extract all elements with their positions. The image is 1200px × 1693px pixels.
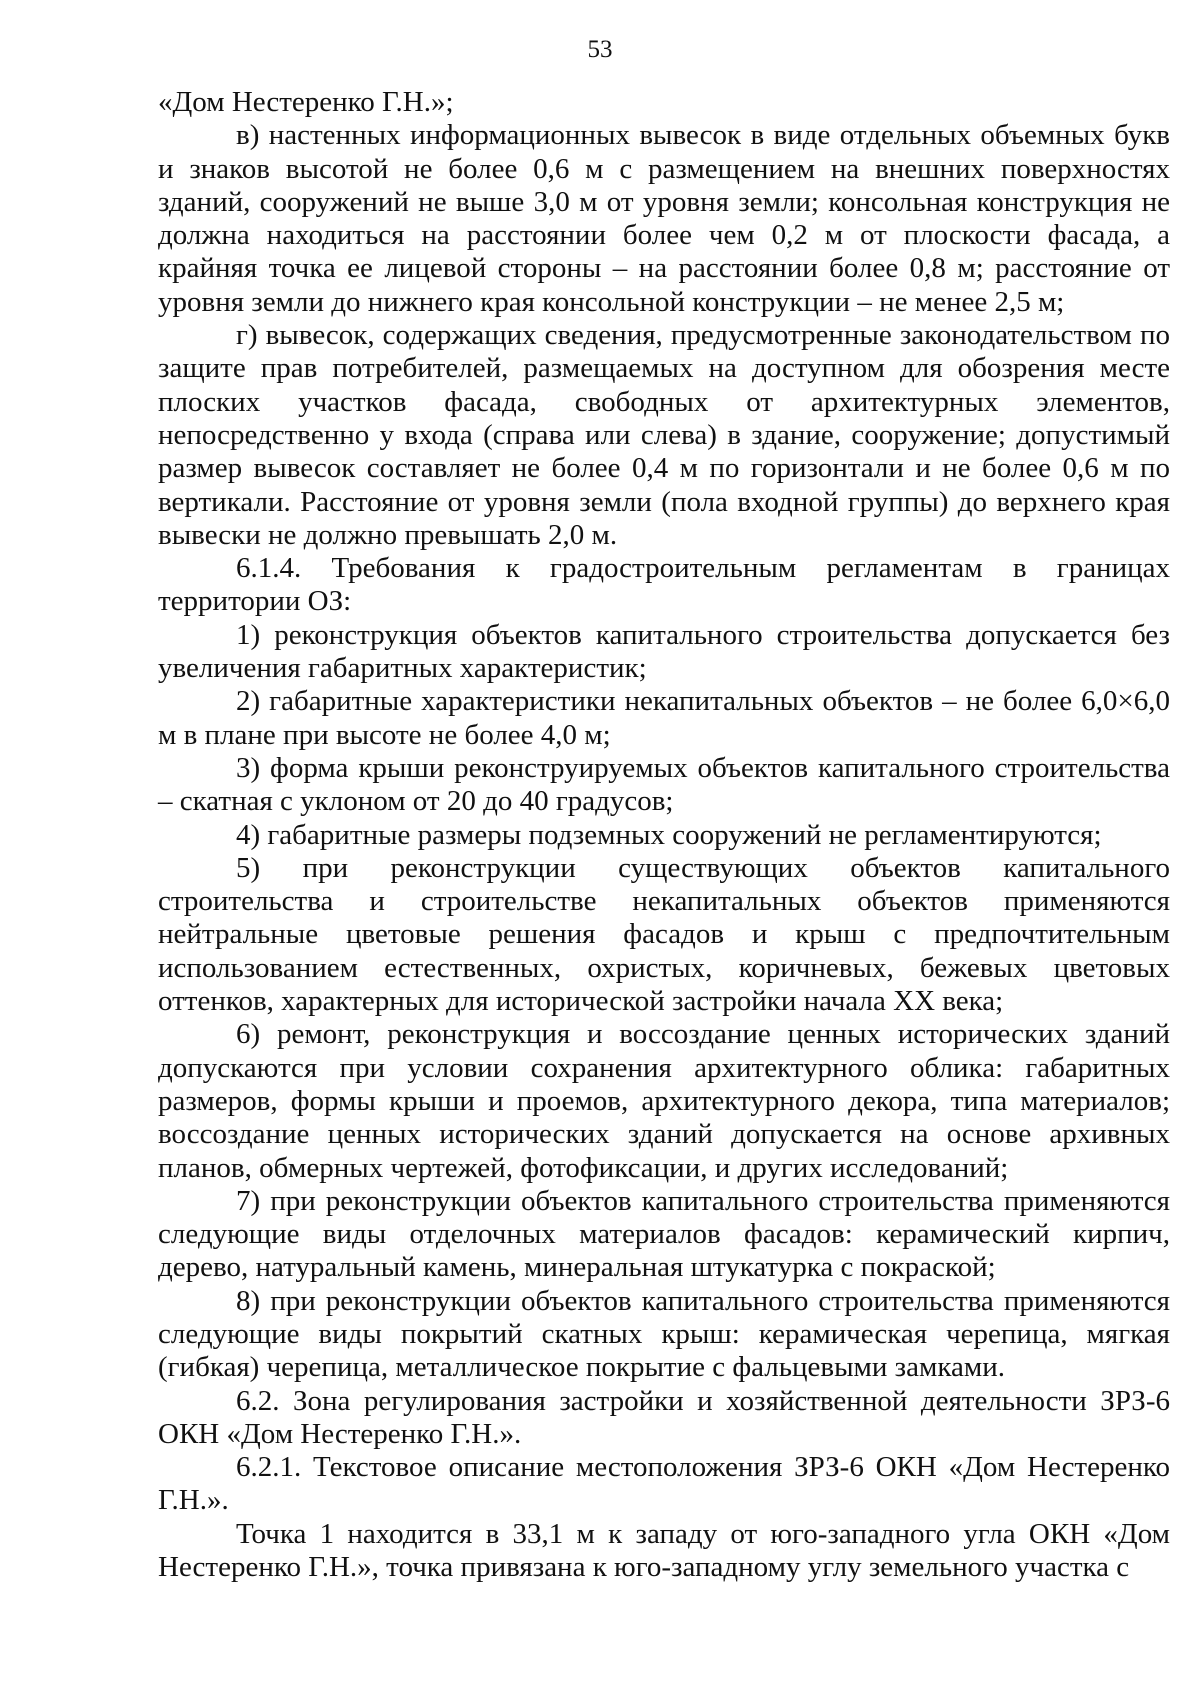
paragraph-item-v: в) настенных информационных вывесок в виде отдельных объемных букв и знаков высотой не более 0,6 м с размещением на внешних поверхностях зданий, сооружений не выше 3,0 м от уровня земли; консольная конструкция не должна находиться на расстоянии более чем 0,2 м от плоскости фасада, а крайняя точка ее лицевой стороны – на расстоянии более 0,8 м; расстояние от уровня земли до нижнего края консольной конструкции – не менее 2,5 м; (158, 119, 1170, 318)
page-number: 53 (587, 36, 613, 63)
paragraph-item-g: г) вывесок, содержащих сведения, предусмотренные законодательством по защите прав потребителей, размещаемых на доступном для обозрения месте плоских участков фасада, свободных от архитектурных элементов, непосредственно у входа (справа или слева) в здание, сооружение; допустимый размер вывесок составляет не более 0,4 м по горизонтали и не более 0,6 м по вертикали. Расстояние от уровня земли (пола входной группы) до верхнего края вывески не должно превышать 2,0 м. (158, 319, 1170, 551)
paragraph-continuation: «Дом Нестеренко Г.Н.»; (158, 86, 454, 118)
paragraph-item-2: 2) габаритные характеристики некапитальных объектов – не более 6,0×6,0 м в плане при высоте не более 4,0 м; (158, 685, 1170, 751)
paragraph-item-4: 4) габаритные размеры подземных сооружений не регламентируются; (236, 818, 1102, 851)
paragraph-item-7: 7) при реконструкции объектов капитального строительства применяются следующие виды отделочных материалов фасадов: керамический кирпич, дерево, натуральный камень, минеральная штукатурка с покраской; (158, 1184, 1170, 1284)
paragraph-point-1: Точка 1 находится в 33,1 м к западу от юго-западного угла ОКН «Дом Нестеренко Г.Н.», точка привязана к юго-западному углу земельного участка с (158, 1517, 1170, 1584)
paragraph-section-6-2-1: 6.2.1. Текстовое описание местоположения ЗРЗ-6 ОКН «Дом Нестеренко Г.Н.». (158, 1451, 1170, 1517)
paragraph-item-8: 8) при реконструкции объектов капитального строительства применяются следующие виды покрытий скатных крыш: керамическая черепица, мягкая (гибкая) черепица, металлическое покрытие с фальцевыми замками. (158, 1284, 1170, 1384)
paragraph-section-6-2: 6.2. Зона регулирования застройки и хозяйственной деятельности ЗРЗ-6 ОКН «Дом Нестеренко Г.Н.». (158, 1384, 1170, 1450)
paragraph-section-6-1-4: 6.1.4. Требования к градостроительным регламентам в границах территории ОЗ: (158, 552, 1170, 618)
document-body (158, 86, 1170, 1584)
paragraph-item-3: 3) форма крыши реконструируемых объектов капитального строительства – скатная с уклоном от 20 до 40 градусов; (158, 751, 1170, 818)
paragraph-item-6: 6) ремонт, реконструкция и воссоздание ценных исторических зданий допускаются при условии сохранения архитектурного облика: габаритных размеров, формы крыши и проемов, архитектурного декора, типа материалов; воссоздание ценных исторических зданий допускается на основе архивных планов, обмерных чертежей, фотофиксации, и других исследований; (158, 1018, 1170, 1184)
paragraph-item-5: 5) при реконструкции существующих объектов капитального строительства и строительстве некапитальных объектов применяются нейтральные цветовые решения фасадов и крыш с предпочтительным использованием естественных, охристых, коричневых, бежевых цветовых оттенков, характерных для исторической застройки начала XX века; (158, 851, 1170, 1018)
paragraph-item-1: 1) реконструкция объектов капитального строительства допускается без увеличения габаритных характеристик; (158, 618, 1170, 685)
